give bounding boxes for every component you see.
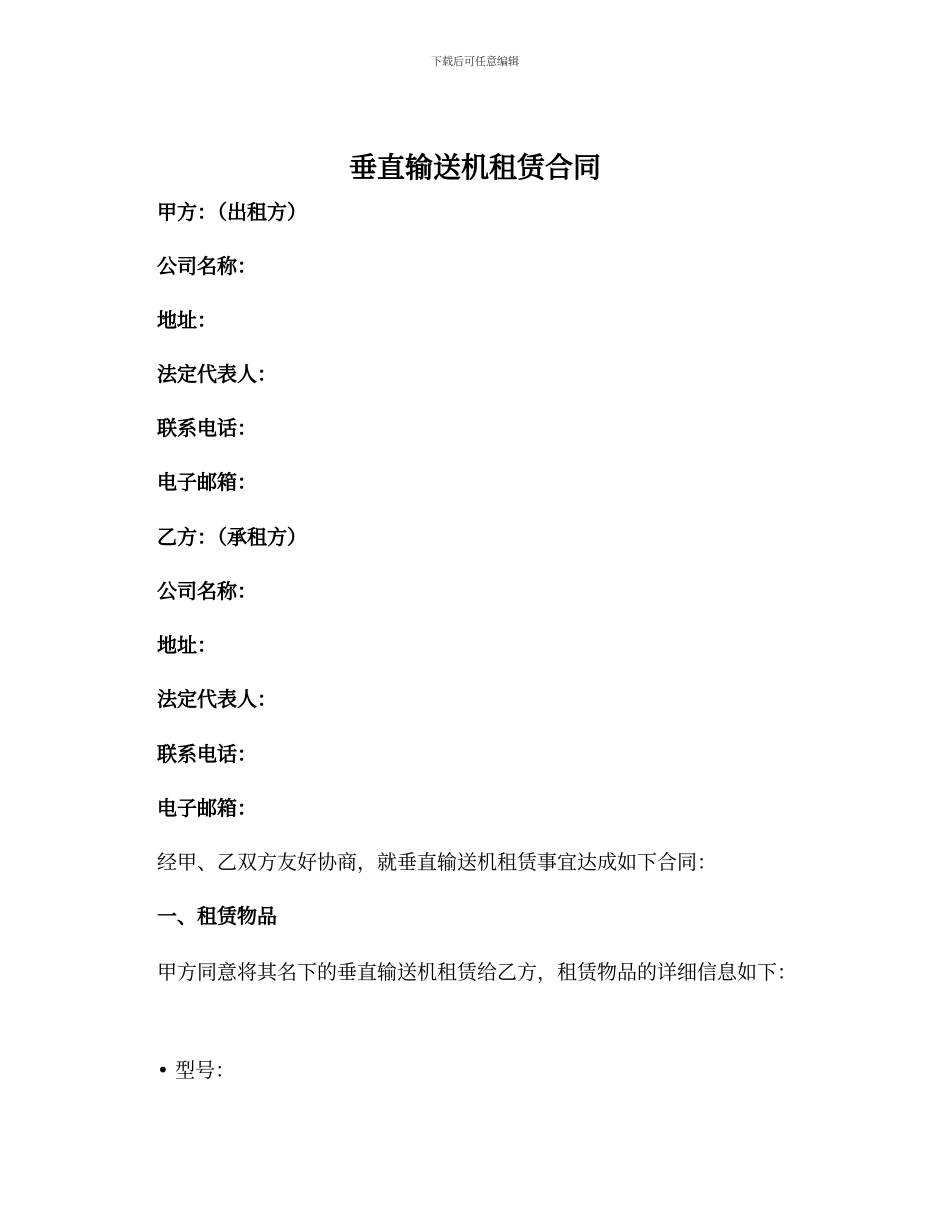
document-title: 垂直输送机租赁合同 <box>348 151 601 184</box>
party-a-legal-rep-label: 法定代表人： <box>157 362 277 386</box>
party-b-company-label: 公司名称： <box>157 579 257 603</box>
party-b-address-label: 地址： <box>157 633 217 657</box>
party-b-phone-label: 联系电话： <box>157 742 257 766</box>
party-b-heading: 乙方：（承租方） <box>157 525 307 549</box>
party-b-legal-rep-label: 法定代表人： <box>157 687 277 711</box>
section-1-heading: 一、租赁物品 <box>157 904 277 928</box>
party-a-heading: 甲方：（出租方） <box>157 200 307 224</box>
party-a-phone-label: 联系电话： <box>157 416 257 440</box>
party-a-company-label: 公司名称： <box>157 254 257 278</box>
party-b-email-label: 电子邮箱： <box>157 796 257 820</box>
section-1-paragraph: 甲方同意将其名下的垂直输送机租赁给乙方，租赁物品的详细信息如下： <box>157 960 797 984</box>
header-note: 下载后可任意编辑 <box>431 55 519 68</box>
party-a-email-label: 电子邮箱： <box>157 470 257 494</box>
party-a-address-label: 地址： <box>157 308 217 332</box>
list-item-model: • 型号： <box>157 1058 236 1082</box>
intro-text: 经甲、乙双方友好协商，就垂直输送机租赁事宜达成如下合同： <box>157 850 717 874</box>
